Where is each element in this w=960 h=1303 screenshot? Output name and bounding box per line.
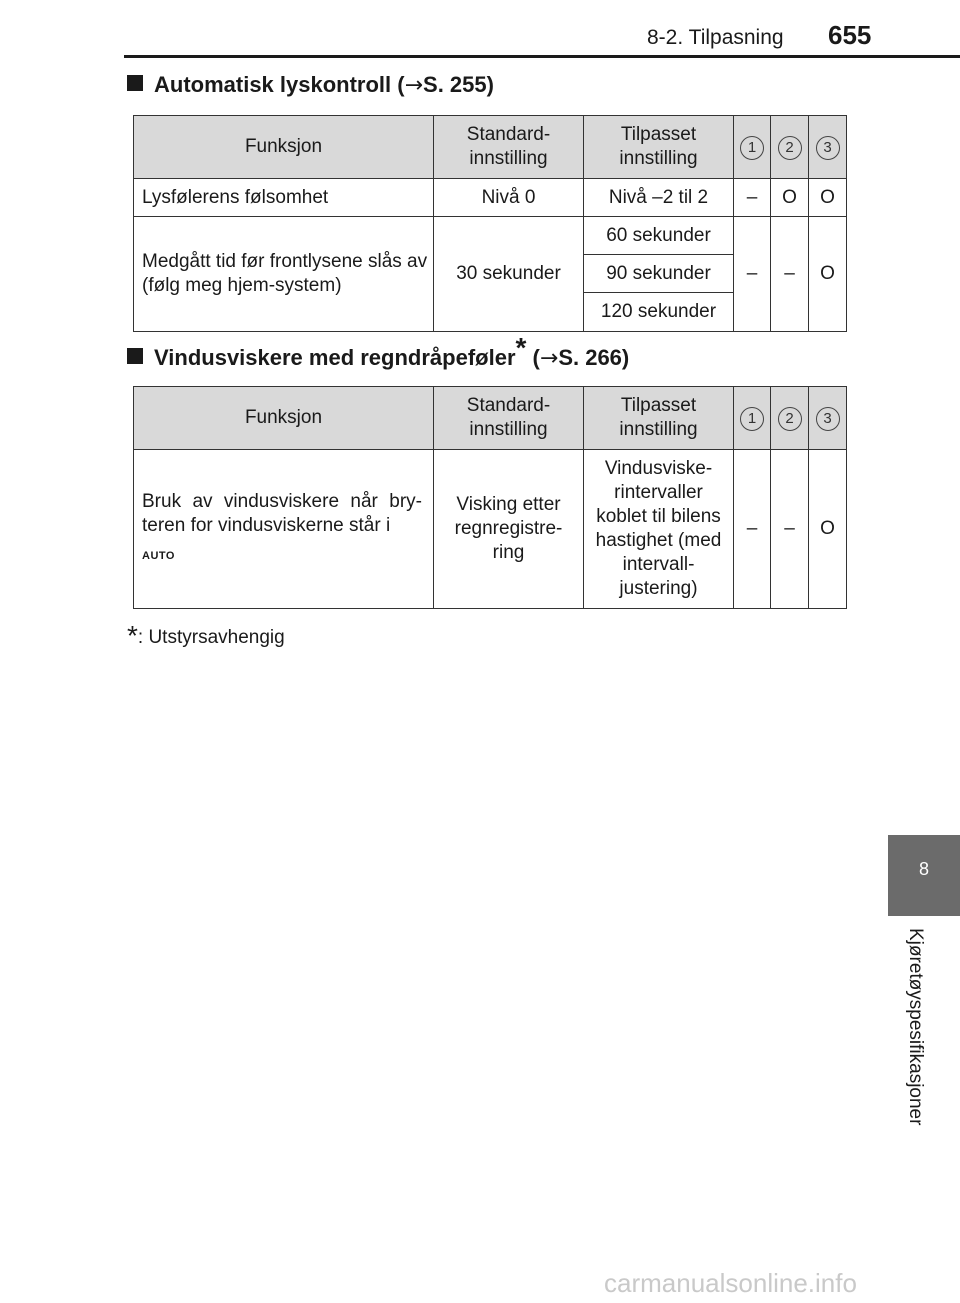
watermark: carmanualsonline.info: [604, 1268, 857, 1298]
col-header-custom: Tilpasset innstilling: [584, 116, 734, 179]
cell-function-text: Bruk av vindusviskere når bry-teren for vindusviskerne står i: [142, 491, 422, 536]
table-row: [134, 179, 847, 217]
chapter-tab: [888, 835, 960, 916]
circled-1-icon: 1: [740, 407, 764, 431]
footnote: [127, 620, 285, 652]
arrow-icon: →: [539, 346, 559, 371]
asterisk-icon: *: [515, 332, 527, 363]
cell-custom: Nivå –2 til 2: [584, 179, 734, 217]
cell-custom-option: 60 sekunder: [584, 217, 734, 255]
circled-1-icon: 1: [740, 136, 764, 160]
square-bullet-icon: [127, 75, 143, 91]
table-header-row: [134, 387, 847, 450]
page-number: 655: [828, 20, 872, 50]
section1-heading: [127, 72, 494, 98]
cell-method-2: –: [771, 450, 809, 609]
header-rule: [124, 55, 960, 58]
section2-heading: [127, 332, 630, 371]
table-row: [134, 217, 847, 255]
cell-default: Nivå 0: [434, 179, 584, 217]
col-header-custom: Tilpasset innstilling: [584, 387, 734, 450]
col-header-function: Funksjon: [134, 387, 434, 450]
section2-title: Vindusviskere med regndråpeføler: [154, 345, 516, 370]
col-header-function: Funksjon: [134, 116, 434, 179]
settings-table-lights: [133, 115, 847, 332]
cell-custom-option: 90 sekunder: [584, 255, 734, 293]
table-header-row: [134, 116, 847, 179]
square-bullet-icon: [127, 348, 143, 364]
cell-default: Visking etter regnregistre-ring: [434, 450, 584, 609]
chapter-title: Kjøretøyspesifikasjoner: [905, 928, 926, 1126]
cell-method-1: –: [734, 179, 771, 217]
footnote-text: : Utstyrsavhengig: [137, 627, 285, 648]
cell-custom: Vindusviske-rintervaller koblet til bilens hastighet (med intervall-justering): [584, 450, 734, 609]
section-title: 8-2. Tilpasning: [647, 26, 784, 49]
cell-method-1: –: [734, 217, 771, 332]
cell-method-2: –: [771, 217, 809, 332]
section2-ref: S. 266): [558, 345, 630, 370]
cell-function: Medgått tid før frontlysene slås av (følg meg hjem-system): [134, 217, 434, 332]
circled-2-icon: 2: [778, 136, 802, 160]
table-row: [134, 450, 847, 609]
asterisk-icon: *: [127, 620, 138, 651]
cell-method-3: O: [809, 450, 847, 609]
col-header-default: Standard- innstilling: [434, 387, 584, 450]
cell-default: 30 sekunder: [434, 217, 584, 332]
section1-title: Automatisk lyskontroll (: [154, 72, 405, 97]
cell-method-3: O: [809, 179, 847, 217]
cell-method-1: –: [734, 450, 771, 609]
settings-table-wipers: [133, 386, 847, 609]
section2-ref-open: (: [526, 345, 540, 370]
auto-switch-icon: AUTO: [142, 550, 175, 562]
circled-3-icon: 3: [816, 136, 840, 160]
cell-function: [134, 450, 434, 609]
circled-2-icon: 2: [778, 407, 802, 431]
chapter-number: 8: [918, 859, 929, 879]
section1-ref: S. 255): [423, 72, 494, 97]
cell-function: Lysfølerens følsomhet: [134, 179, 434, 217]
cell-custom-option: 120 sekunder: [584, 293, 734, 332]
circled-3-icon: 3: [816, 407, 840, 431]
col-header-default: Standard- innstilling: [434, 116, 584, 179]
arrow-icon: →: [404, 73, 424, 98]
cell-method-3: O: [809, 217, 847, 332]
cell-method-2: O: [771, 179, 809, 217]
